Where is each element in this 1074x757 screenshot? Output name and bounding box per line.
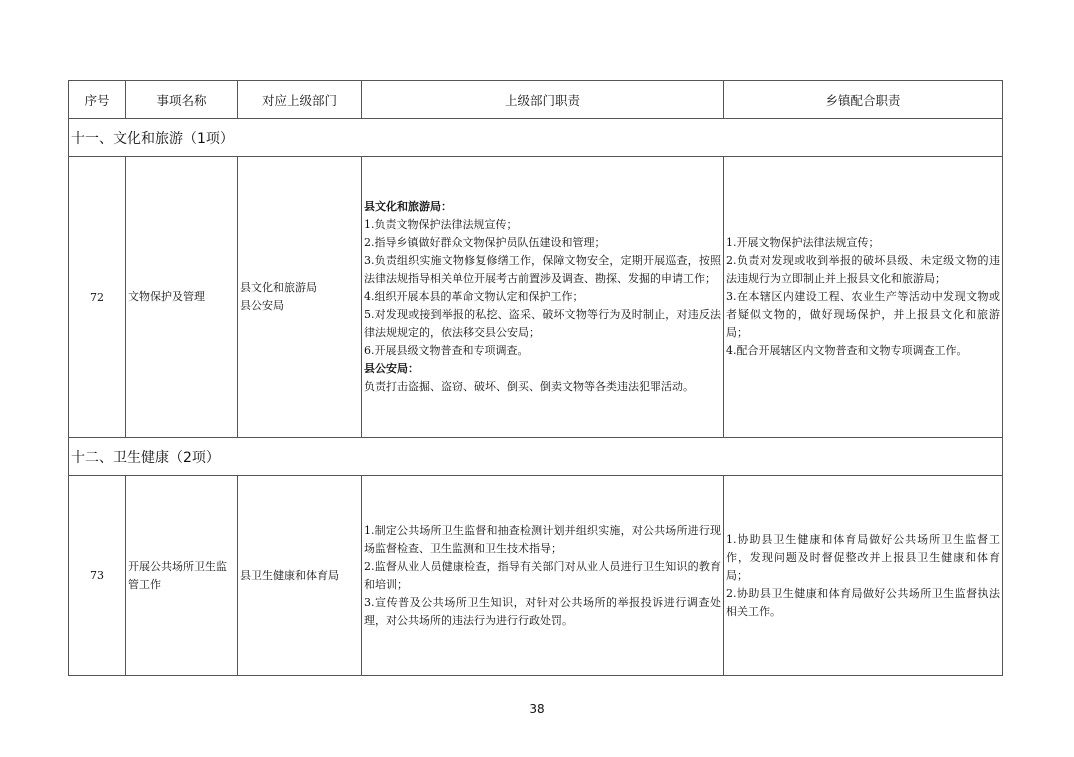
row-seq: 72: [69, 157, 126, 438]
row-item-name: 开展公共场所卫生监管工作: [126, 476, 238, 676]
town-duty-line: 4.配合开展辖区内文物普查和文物专项调查工作。: [726, 344, 968, 357]
row-item-name: 文物保护及管理: [126, 157, 238, 438]
town-duty-line: 3.在本辖区内建设工程、农业生产等活动中发现文物或者疑似文物的，做好现场保护，并上报县文化和旅游局；: [726, 290, 1000, 339]
duty-line: 5.对发现或接到举报的私挖、盗采、破坏文物等行为及时制止，对违反法律法规规定的，依法移交县公安局；: [364, 308, 721, 339]
row-town-duty: [724, 157, 1003, 438]
section-title: 十二、卫生健康（2项）: [69, 438, 1003, 476]
row-dept: [238, 476, 362, 676]
duty-line: 负责打击盗掘、盗窃、破坏、倒买、倒卖文物等各类违法犯罪活动。: [364, 380, 694, 393]
row-dept-duty: [362, 157, 724, 438]
duty-line: 4.组织开展本县的革命文物认定和保护工作；: [364, 290, 584, 303]
table-row: [69, 476, 1003, 676]
page-number: 38: [529, 702, 545, 716]
duty-line: 县文化和旅游局：: [364, 200, 452, 213]
row-dept: [238, 157, 362, 438]
responsibility-table: [68, 80, 1003, 676]
duty-line: 1.制定公共场所卫生监督和抽查检测计划并组织实施，对公共场所进行现场监督检查、卫生监测和卫生技术指导；: [364, 523, 721, 555]
dept-name: 县公安局: [240, 299, 284, 312]
section-row: [69, 119, 1003, 157]
town-duty-line: 1.开展文物保护法律法规宣传；: [726, 236, 880, 249]
row-seq: 73: [69, 476, 126, 676]
duty-line: 3.宣传普及公共场所卫生知识，对针对公共场所的举报投诉进行调查处理，对公共场所的违法行为进行行政处罚。: [364, 595, 721, 627]
section-row: [69, 438, 1003, 476]
section-title: 十一、文化和旅游（1项）: [69, 119, 1003, 157]
header-item-name: 事项名称: [126, 81, 238, 119]
header-dept: 对应上级部门: [238, 81, 362, 119]
duty-line: 2.监督从业人员健康检查，指导有关部门对从业人员进行卫生知识的教育和培训；: [364, 559, 721, 591]
dept-name: 县卫生健康和体育局: [240, 568, 339, 582]
town-duty-line: 1.协助县卫生健康和体育局做好公共场所卫生监督工作，发现问题及时督促整改并上报县卫生健康和体育局；: [726, 532, 1000, 582]
dept-name: 县文化和旅游局: [240, 281, 317, 294]
town-duty-line: 2.负责对发现或收到举报的破坏县级、未定级文物的违法违规行为立即制止并上报县文化和旅游局；: [726, 254, 1000, 285]
town-duty-line: 2.协助县卫生健康和体育局做好公共场所卫生监督执法相关工作。: [726, 586, 1000, 618]
duty-line: 6.开展县级文物普查和专项调查。: [364, 344, 529, 357]
duty-line: 1.负责文物保护法律法规宣传；: [364, 218, 518, 231]
duty-line: 县公安局：: [364, 362, 419, 375]
header-seq: 序号: [69, 81, 126, 119]
row-town-duty: [724, 476, 1003, 676]
duty-line: 2.指导乡镇做好群众文物保护员队伍建设和管理；: [364, 236, 606, 249]
table-header-row: [69, 81, 1003, 119]
row-dept-duty: [362, 476, 724, 676]
header-town-duty: 乡镇配合职责: [724, 81, 1003, 119]
duty-line: 3.负责组织实施文物修复修缮工作，保障文物安全，定期开展巡查，按照法律法规指导相关单位开展考古前置涉及调查、勘探、发掘的申请工作；: [364, 254, 721, 285]
header-dept-duty: 上级部门职责: [362, 81, 724, 119]
table-row: [69, 157, 1003, 438]
